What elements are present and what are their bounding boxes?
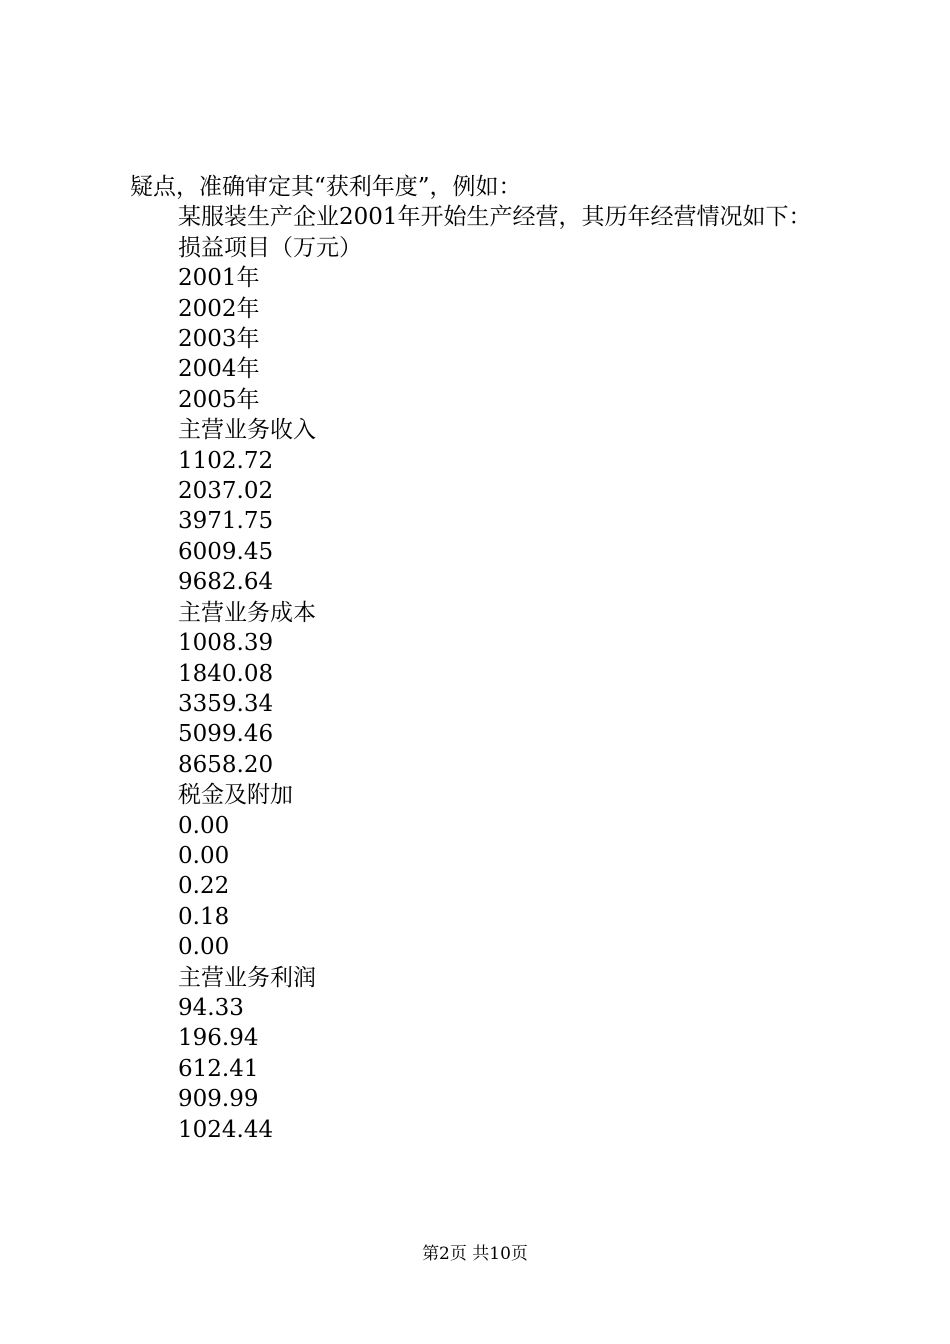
list-item: 3971.75 xyxy=(178,508,274,535)
document-body xyxy=(130,172,830,1145)
list-item: 主营业务利润 xyxy=(178,964,316,991)
list-item: 0.22 xyxy=(178,873,230,900)
profit-loss-lines xyxy=(130,233,830,1145)
list-item: 1008.39 xyxy=(178,630,274,657)
paragraph-continuation: 疑点，准确审定其“获利年度”，例如： xyxy=(130,174,522,200)
paragraph-intro: 某服装生产企业2001年开始生产经营，其历年经营情况如下： xyxy=(178,204,812,231)
list-item: 0.00 xyxy=(178,934,230,961)
list-item: 0.00 xyxy=(178,812,230,839)
list-item: 94.33 xyxy=(178,994,244,1021)
list-item: 2004年 xyxy=(178,356,260,383)
list-item: 2002年 xyxy=(178,295,260,322)
list-item: 2037.02 xyxy=(178,478,274,505)
list-item: 3359.34 xyxy=(178,690,274,717)
list-item: 1024.44 xyxy=(178,1116,274,1143)
list-item: 1840.08 xyxy=(178,660,274,687)
list-item: 196.94 xyxy=(178,1025,259,1052)
list-item: 9682.64 xyxy=(178,569,274,596)
list-item: 2005年 xyxy=(178,386,260,413)
list-item: 5099.46 xyxy=(178,721,274,748)
page-footer: 第2页 共10页 xyxy=(422,1244,528,1264)
list-item: 损益项目（万元） xyxy=(178,234,362,261)
list-item: 909.99 xyxy=(178,1086,259,1113)
list-item: 8658.20 xyxy=(178,751,274,778)
list-item: 税金及附加 xyxy=(178,782,293,809)
list-item: 0.18 xyxy=(178,903,230,930)
list-item: 0.00 xyxy=(178,842,230,869)
list-item: 主营业务收入 xyxy=(178,417,316,444)
list-item: 2003年 xyxy=(178,326,260,353)
list-item: 612.41 xyxy=(178,1055,259,1082)
list-item: 6009.45 xyxy=(178,538,274,565)
list-item: 2001年 xyxy=(178,265,260,292)
list-item: 主营业务成本 xyxy=(178,599,316,626)
list-item: 1102.72 xyxy=(178,447,274,474)
